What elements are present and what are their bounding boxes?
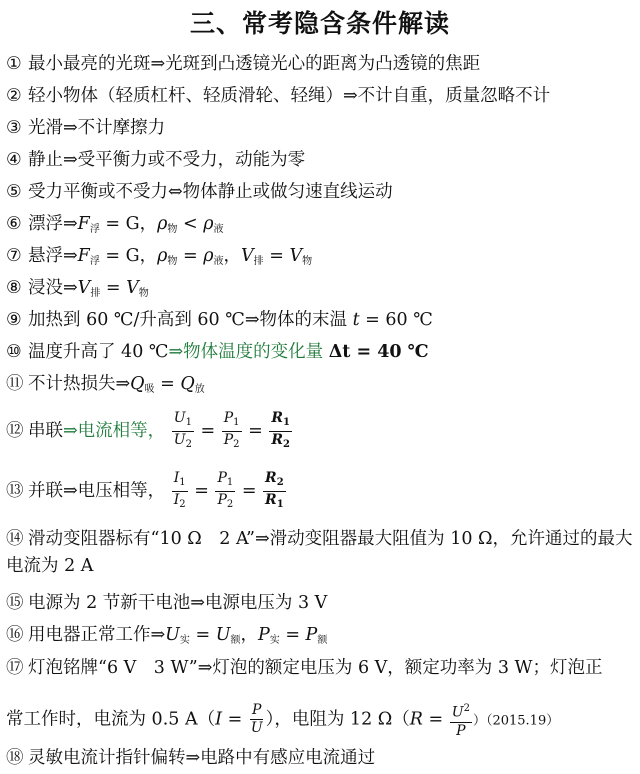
page-title: 三、常考隐含条件解读 [189,9,450,38]
list-item: ④ 静止⇒受平衡力或不受力，动能为零 [6,150,306,170]
list-item: ⑪ 不计热损失$\Rightarrow Q_吸 = Q_放$ [6,374,205,395]
list-item: ③ 光滑⇒不计摩擦力 [6,118,166,138]
list-item: ⑥ 漂浮$\Rightarrow F_浮 = G$，$\rho_物 < \rho_液$ [6,214,224,235]
list-item: ② 轻小物体（轻质杠杆、轻质滑轮、轻绳）⇒不计自重，质量忽略不计 [6,86,551,106]
list-item: ⑫ 串联⇒电流相等， $\frac{U_1}{U_2}$ = $\frac{P_1}{P_2}$ = $\frac{R_1}{R_2}$ [6,410,290,450]
list-item: ⑯ 用电器正常工作$\Rightarrow U_实 = U_额$，$P_实 = P_额$ [6,625,328,646]
list-item: ⑩ 温度升高了 40 ℃⇒物体温度的变化量 Δt = 40 ℃ [6,342,429,362]
list-item-continuation: 常工作时，电流为 0.5 A（I = $\frac{P}{U}$ ），电阻为 12 Ω（R = $\frac{U^2}{P}$ ）（2015.19） [6,700,636,740]
list-item: ① 最小最亮的光斑⇒光斑到凸透镜光心的距离为凸透镜的焦距 [6,54,481,74]
list-item: ⑨ 加热到 60 ℃/升高到 60 ℃⇒物体的末温 t = 60 ℃ [6,310,433,330]
list-item: ⑦ 悬浮$\Rightarrow F_浮 = G$，$\rho_物 = \rho_液$，$V_排 = V_物$ [6,246,313,267]
list-item: ⑰ 灯泡铭牌“6 V 3 W”⇒灯泡的额定电压为 6 V，额定功率为 3 W；灯泡正 [6,658,603,678]
list-item: ⑭ 滑动变阻器标有“10 Ω 2 A”⇒滑动变阻器最大阻值为 10 Ω，允许通过的最大电流为 2 A [6,529,633,576]
list-item: ⑮ 电源为 2 节新干电池⇒电源电压为 3 V [6,593,328,613]
list-item: ⑤ 受力平衡或不受力⇔物体静止或做匀速直线运动 [6,182,393,202]
list-item: ⑬ 并联⇒电压相等， $\frac{I_1}{I_2}$ = $\frac{P_1}{P_2}$ = $\frac{R_2}{R_1}$ [6,470,284,510]
list-item: ⑱ 灵敏电流计指针偏转⇒电路中有感应电流通过 [6,748,376,768]
list-item: ⑧ 浸没$\Rightarrow V_排 = V_物$ [6,278,149,299]
